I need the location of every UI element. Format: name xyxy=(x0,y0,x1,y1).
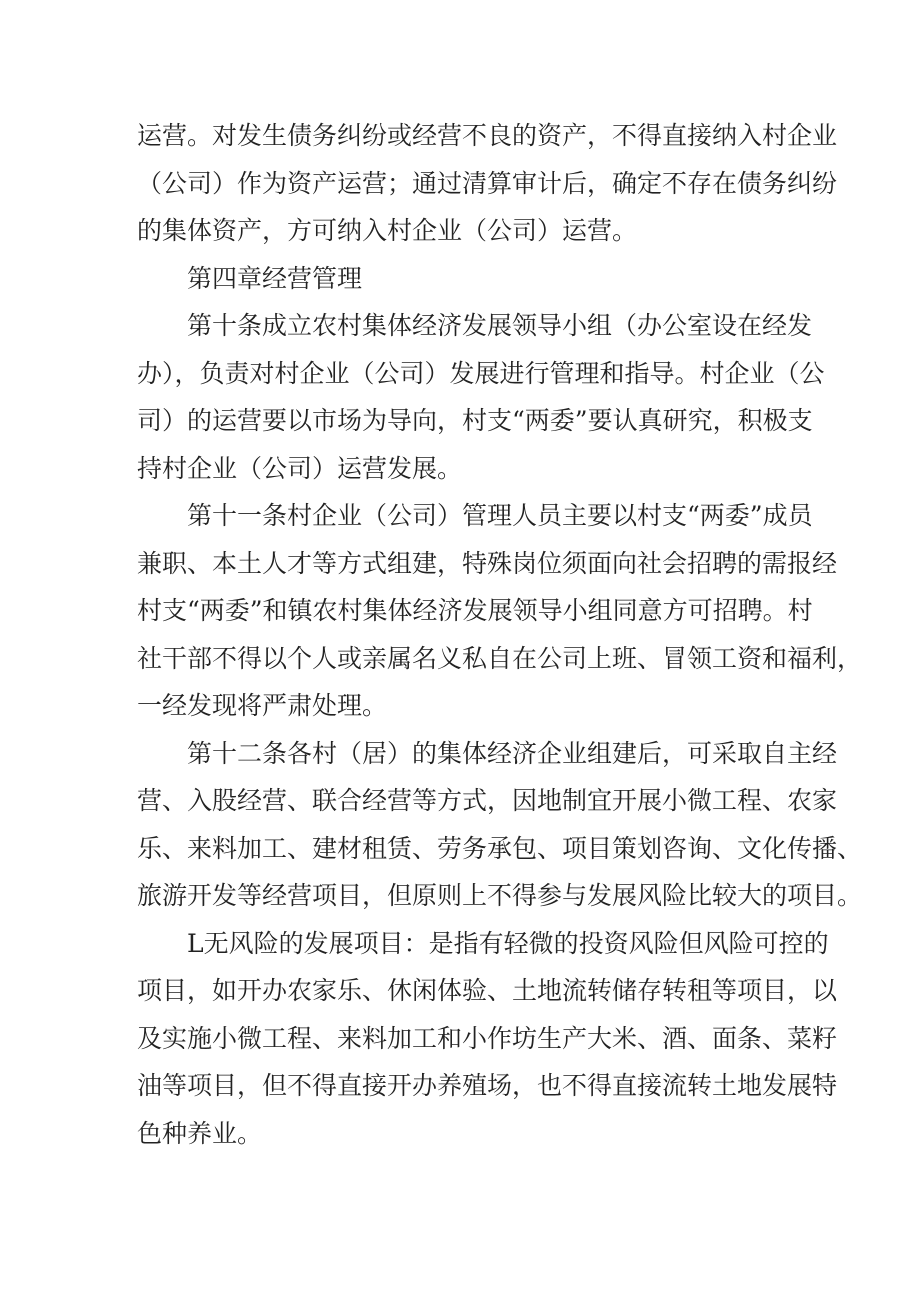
text-line: 第十一条村企业（公司）管理人员主要以村支“两委”成员 xyxy=(187,501,813,530)
text-line: 营、入股经营、联合经营等方式，因地制宜开展小微工程、农家 xyxy=(137,786,838,815)
item-1-paragraph xyxy=(137,920,838,1158)
text-line: （公司）作为资产运营；通过清算审计后，确定不存在债务纠纷 xyxy=(137,168,838,198)
text-line: 第十二条各村（居）的集体经济企业组建后，可采取自主经 xyxy=(187,738,838,768)
article-12-paragraph xyxy=(137,730,863,920)
heading-text: 第四章经营管理 xyxy=(187,263,363,293)
text-line: 司）的运营要以市场为导向，村支“两委”要认真研究，积极支 xyxy=(137,406,813,435)
text-line: 村支“两委”和镇农村集体经济发展领导小组同意方可招聘。村 xyxy=(137,596,813,625)
text-line: L无风险的发展项目：是指有轻微的投资风险但风险可控的 xyxy=(187,928,829,958)
text-line: 持村企业（公司）运营发展。 xyxy=(137,453,463,483)
text-line: 旅游开发等经营项目，但原则上不得参与发展风险比较大的项目。 xyxy=(137,881,863,910)
text-line: 办），负责对村企业（公司）发展进行管理和指导。村企业（公 xyxy=(137,358,825,388)
text-line: 色种养业。 xyxy=(137,1118,263,1148)
chapter-heading xyxy=(137,255,797,303)
article-11-paragraph xyxy=(137,492,863,730)
text-line: 兼职、本土人才等方式组建，特殊岗位须面向社会招聘的需报经 xyxy=(137,548,838,578)
text-line: 运营。对发生债务纠纷或经营不良的资产，不得直接纳入村企业 xyxy=(137,121,838,150)
text-line: 社干部不得以个人或亲属名义私自在公司上班、冒领工资和福利， xyxy=(137,643,863,673)
text-line: 油等项目，但不得直接开办养殖场，也不得直接流转土地发展特 xyxy=(137,1071,838,1100)
paragraph-continuation xyxy=(137,112,838,255)
text-line: 及实施小微工程、来料加工和小作坊生产大米、酒、面条、菜籽 xyxy=(137,1023,838,1053)
article-10-paragraph xyxy=(137,302,825,492)
text-line: 的集体资产，方可纳入村企业（公司）运营。 xyxy=(137,216,638,245)
text-line: 第十条成立农村集体经济发展领导小组（办公室设在经发 xyxy=(187,311,813,340)
document-body xyxy=(137,112,863,1157)
text-line: 乐、来料加工、建材租赁、劳务承包、项目策划咨询、文化传播、 xyxy=(137,833,863,863)
text-line: 一经发现将严肃处理。 xyxy=(137,691,388,720)
text-line: 项目，如开办农家乐、休闲体验、土地流转储存转租等项目，以 xyxy=(137,976,838,1005)
